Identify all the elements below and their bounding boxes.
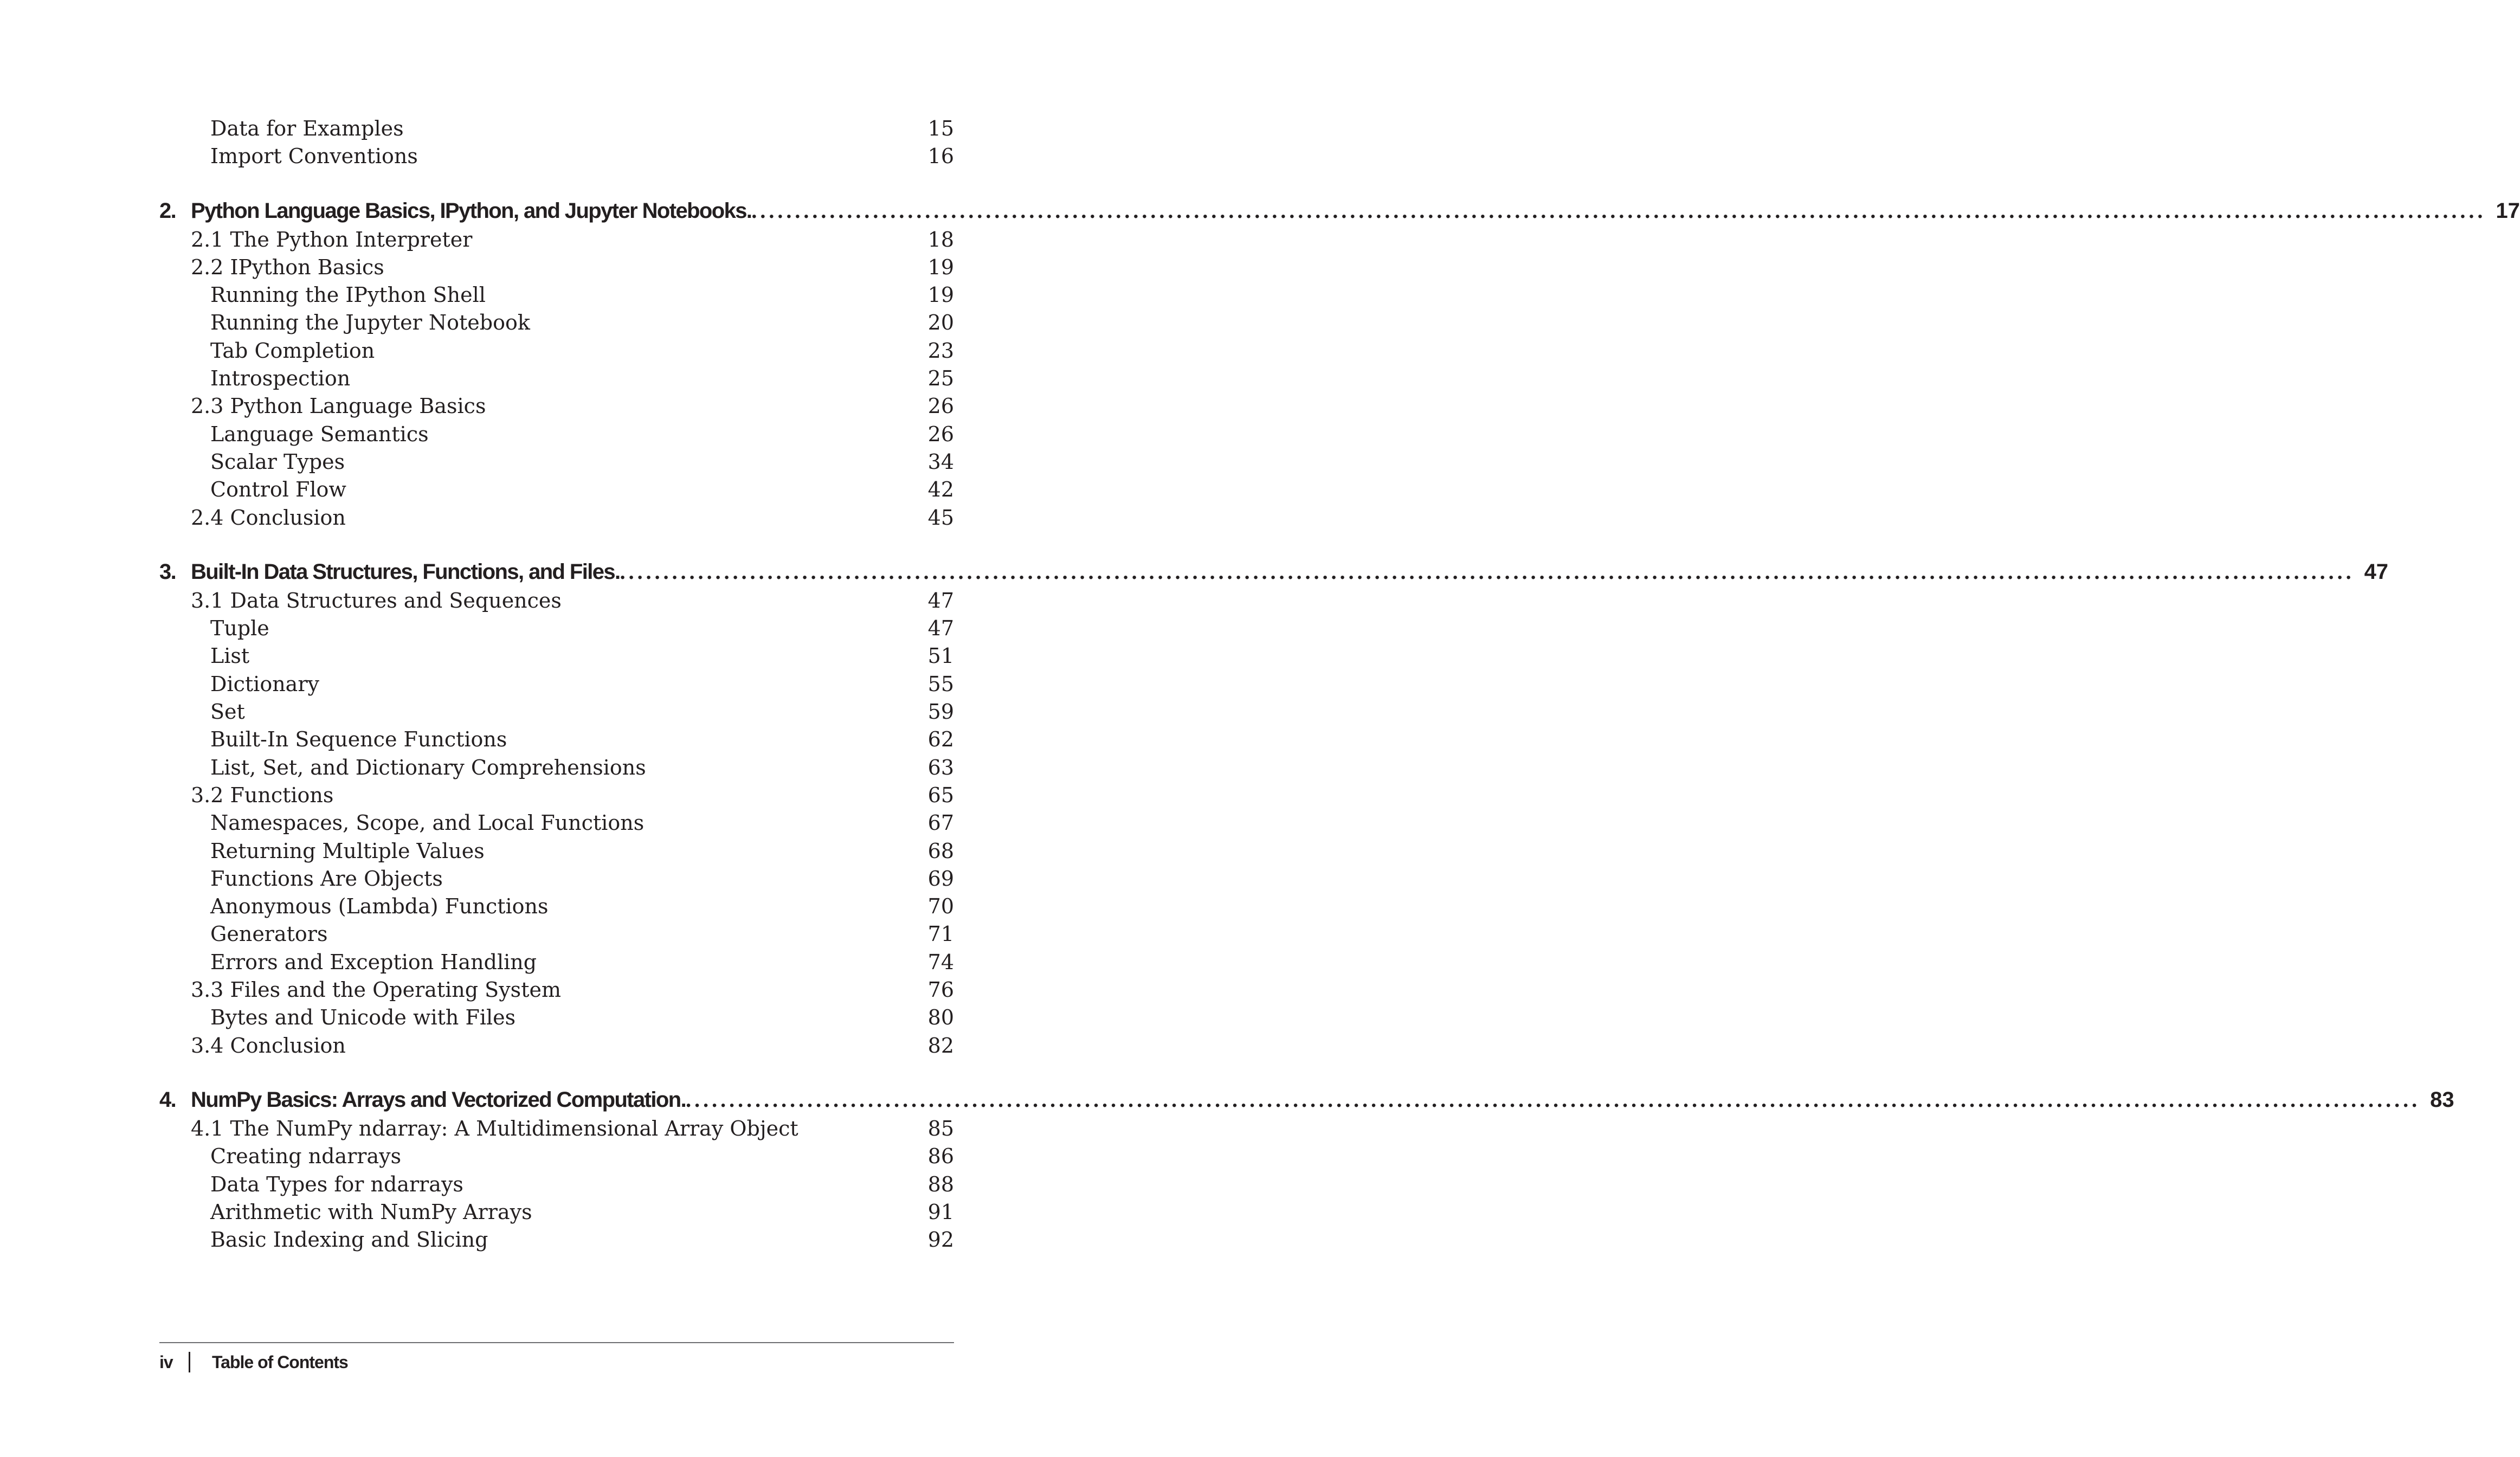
entry-page-number: 59 (927, 700, 954, 724)
entry-title: 2.3 Python Language Basics (191, 394, 486, 418)
toc-subsection-row[interactable] (159, 448, 954, 476)
toc-section-row[interactable] (159, 504, 954, 532)
entry-title: Tuple (210, 616, 269, 641)
entry-page-number: 47 (927, 616, 954, 641)
chapter-number: 2. (159, 198, 176, 223)
entry-title: Scalar Types (210, 449, 345, 474)
entry-title: Dictionary (210, 672, 319, 696)
entry-page-number: 34 (927, 449, 954, 474)
entry-title: Arithmetic with NumPy Arrays (210, 1200, 532, 1224)
toc-subsection-row[interactable] (159, 1171, 954, 1198)
entry-title: 3.2 Functions (191, 783, 334, 807)
chapter-page-number: 83 (2430, 1087, 2454, 1112)
toc-subsection-row[interactable] (159, 281, 954, 309)
toc-subsection-row[interactable] (159, 476, 954, 504)
footer-separator (189, 1352, 190, 1372)
entry-page-number: 26 (927, 394, 954, 418)
entry-page-number: 23 (927, 338, 954, 363)
entry-page-number: 26 (927, 422, 954, 446)
toc-subsection-row[interactable] (159, 865, 954, 893)
chapter-number: 3. (159, 559, 176, 584)
entry-page-number: 67 (927, 811, 954, 835)
entry-page-number: 19 (927, 255, 954, 279)
entry-title: Namespaces, Scope, and Local Functions (210, 811, 644, 835)
toc-subsection-row[interactable] (159, 115, 954, 143)
toc-chapter-row[interactable] (159, 1085, 2454, 1115)
toc-section-row[interactable] (159, 1115, 954, 1143)
toc-chapter-row[interactable] (159, 196, 2520, 226)
toc-subsection-row[interactable] (159, 143, 954, 170)
entry-title: Control Flow (210, 478, 346, 502)
toc-subsection-row[interactable] (159, 809, 954, 837)
entry-page-number: 74 (927, 950, 954, 974)
entry-title: Creating ndarrays (210, 1144, 402, 1169)
entry-title: Language Semantics (210, 422, 429, 446)
entry-page-number: 18 (927, 227, 954, 252)
entry-page-number: 25 (927, 366, 954, 391)
toc-subsection-row[interactable] (159, 615, 954, 642)
toc-subsection-row[interactable] (159, 949, 954, 976)
entry-title: Introspection (210, 366, 351, 391)
entry-title: Running the Jupyter Notebook (210, 311, 530, 335)
page-footer (159, 1349, 348, 1376)
toc-section-row[interactable] (159, 587, 954, 615)
entry-title: List (210, 644, 250, 668)
entry-page-number: 80 (927, 1005, 954, 1030)
entry-title: 3.1 Data Structures and Sequences (191, 588, 562, 613)
entry-title: Built-In Sequence Functions (210, 727, 507, 752)
chapter-page-number: 47 (2364, 559, 2389, 584)
entry-title: Basic Indexing and Slicing (210, 1228, 488, 1252)
entry-page-number: 71 (927, 922, 954, 946)
toc-subsection-row[interactable] (159, 309, 954, 337)
toc-chapter-row[interactable] (159, 557, 2389, 587)
footer-rule (159, 1342, 954, 1343)
entry-title: Data Types for ndarrays (210, 1172, 463, 1196)
entry-title: 2.2 IPython Basics (191, 255, 384, 279)
entry-page-number: 86 (927, 1144, 954, 1169)
entry-page-number: 47 (927, 588, 954, 613)
entry-page-number: 15 (927, 117, 954, 140)
toc-subsection-row[interactable] (159, 642, 954, 670)
toc-subsection-row[interactable] (159, 421, 954, 448)
toc-subsection-row[interactable] (159, 920, 954, 948)
page-folio: iv (159, 1352, 173, 1372)
toc-subsection-row[interactable] (159, 671, 954, 698)
entry-page-number: 70 (927, 894, 954, 919)
entry-page-number: 45 (927, 505, 954, 530)
entry-page-number: 69 (927, 866, 954, 891)
entry-page-number: 92 (927, 1228, 954, 1252)
toc-section-row[interactable] (159, 976, 954, 1004)
entry-title: Errors and Exception Handling (210, 950, 537, 974)
entry-page-number: 85 (927, 1116, 954, 1140)
toc-subsection-row[interactable] (159, 337, 954, 365)
entry-title: 3.3 Files and the Operating System (191, 978, 561, 1002)
toc-section-row[interactable] (159, 782, 954, 809)
chapter-title: Python Language Basics, IPython, and Jupyter Notebooks. (191, 198, 752, 223)
toc-subsection-row[interactable] (159, 1198, 954, 1226)
toc-section-row[interactable] (159, 1032, 954, 1060)
entry-page-number: 91 (927, 1200, 954, 1224)
toc-subsection-row[interactable] (159, 365, 954, 392)
entry-title: Returning Multiple Values (210, 839, 485, 863)
entry-page-number: 20 (927, 311, 954, 335)
entry-title: Functions Are Objects (210, 866, 443, 891)
dot-leader: ........................................................................................................................................................................................................ (686, 1087, 2421, 1112)
toc-subsection-row[interactable] (159, 754, 954, 782)
entry-page-number: 62 (927, 727, 954, 752)
chapter-title: NumPy Basics: Arrays and Vectorized Computation. (191, 1087, 686, 1112)
toc-section-row[interactable] (159, 254, 954, 281)
chapter-number: 4. (159, 1087, 176, 1112)
entry-page-number: 65 (927, 783, 954, 807)
toc-section-row[interactable] (159, 392, 954, 420)
entry-title: 4.1 The NumPy ndarray: A Multidimensional Array Object (191, 1116, 798, 1140)
dot-leader: ........................................................................................................................................................................................................ (620, 559, 2355, 584)
entry-page-number: 63 (927, 755, 954, 779)
entry-page-number: 16 (927, 144, 954, 169)
entry-title: Data for Examples (210, 117, 404, 140)
entry-title: 2.4 Conclusion (191, 505, 346, 530)
entry-page-number: 68 (927, 839, 954, 863)
entry-title: Generators (210, 922, 328, 946)
entry-page-number: 88 (927, 1172, 954, 1196)
entry-page-number: 42 (927, 478, 954, 502)
toc-subsection-row[interactable] (159, 726, 954, 753)
dot-leader: ........................................................................................................................................................................................................ (751, 198, 2486, 223)
entry-page-number: 76 (927, 978, 954, 1002)
entry-title: Running the IPython Shell (210, 283, 486, 307)
entry-title: Tab Completion (210, 338, 375, 363)
chapter-title: Built-In Data Structures, Functions, and Files. (191, 559, 620, 584)
entry-page-number: 19 (927, 283, 954, 307)
entry-title: Anonymous (Lambda) Functions (210, 894, 549, 919)
table-of-contents (159, 115, 2520, 1254)
footer-section-title: Table of Contents (212, 1352, 348, 1372)
entry-page-number: 82 (927, 1033, 954, 1058)
entry-title: Set (210, 700, 245, 724)
toc-subsection-row[interactable] (159, 698, 954, 726)
toc-subsection-row[interactable] (159, 837, 954, 865)
entry-page-number: 55 (927, 672, 954, 696)
toc-subsection-row[interactable] (159, 1004, 954, 1031)
toc-subsection-row[interactable] (159, 893, 954, 920)
entry-title: Bytes and Unicode with Files (210, 1005, 516, 1030)
toc-section-row[interactable] (159, 226, 954, 254)
entry-title: 2.1 The Python Interpreter (191, 227, 473, 252)
entry-page-number: 51 (927, 644, 954, 668)
entry-title: 3.4 Conclusion (191, 1033, 346, 1058)
chapter-page-number: 17 (2496, 198, 2520, 223)
entry-title: List, Set, and Dictionary Comprehensions (210, 755, 646, 779)
toc-subsection-row[interactable] (159, 1226, 954, 1254)
entry-title: Import Conventions (210, 144, 418, 169)
toc-subsection-row[interactable] (159, 1143, 954, 1170)
